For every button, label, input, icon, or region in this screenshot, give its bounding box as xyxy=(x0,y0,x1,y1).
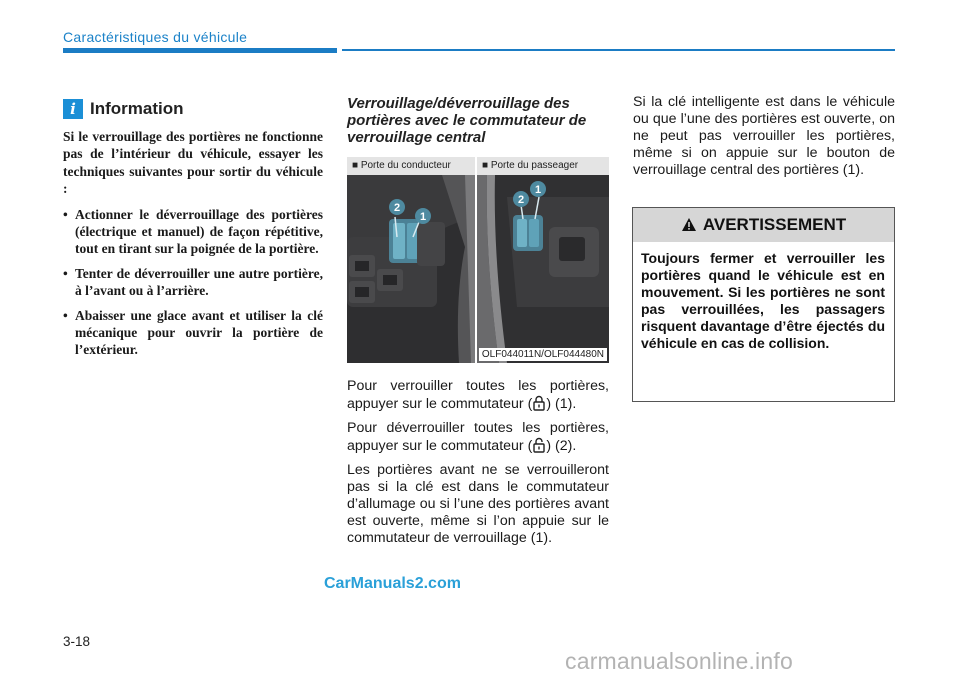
unlock-icon xyxy=(532,437,546,453)
marker-1-label: 1 xyxy=(419,211,427,223)
passenger-door-illustration xyxy=(477,157,609,363)
section-title: Caractéristiques du véhicule xyxy=(63,29,248,45)
info-bullet: • Tenter de déverrouiller une autre portière, à l’avant ou à l’arrière. xyxy=(63,265,323,300)
info-intro: Si le verrouillage des portières ne fonctionne pas de l’intérieur du véhicule, essayer les techniques suivantes pour sortir du véhicule : xyxy=(63,129,323,197)
lock-instruction: Pour verrouiller toutes les portières, appuyer sur le commutateur ( ) (1). xyxy=(347,378,609,412)
photo-caption: OLF044011N/OLF044480N xyxy=(479,348,607,361)
driver-door-illustration xyxy=(347,157,475,363)
header-rule-thick xyxy=(63,48,337,53)
warning-triangle-icon xyxy=(681,217,697,232)
info-bullet: • Abaisser une glace avant et utiliser la clé mécanique pour ouvrir la portière de l’extérieur. xyxy=(63,307,323,359)
marker-1-label: 1 xyxy=(534,184,542,196)
info-bullet-list xyxy=(63,206,323,359)
driver-door-photo xyxy=(347,157,475,363)
central-lock-heading: Verrouillage/déverrouillage des portières avec le commutateur de verrouillage central xyxy=(347,95,587,146)
watermark-link[interactable]: CarManuals2.com xyxy=(324,575,461,592)
marker-2-label: 2 xyxy=(393,202,401,214)
passenger-door-photo xyxy=(477,157,609,363)
passenger-door-label: ■ Porte du passeager xyxy=(477,157,609,175)
marker-2-label: 2 xyxy=(517,194,525,206)
lock-icon xyxy=(532,395,546,411)
smart-key-note: Si la clé intelligente est dans le véhicule ou que l’une des portières est ouverte, on ne peut pas verrouiller les portières, même si on appuie sur le bouton de verrouillage central des portières (1). xyxy=(633,94,895,178)
header-rule-thin xyxy=(342,49,895,51)
footer-watermark: carmanualsonline.info xyxy=(565,648,793,674)
info-icon: i xyxy=(63,99,83,119)
lock-note: Les portières avant ne se verrouilleront pas si la clé est dans le commutateur d’allumage ou si l’une des portières avant est ouverte, même si l’on appuie sur le commutateur de verrouillage (1). xyxy=(347,462,609,546)
unlock-instruction: Pour déverrouiller toutes les portières, appuyer sur le commutateur ( ) (2). xyxy=(347,420,609,454)
page-number: 3-18 xyxy=(63,634,91,649)
info-heading: Information xyxy=(90,99,184,118)
warning-text: Toujours fermer et verrouiller les portières quand le véhicule est en mouvement. Si les portières ne sont pas verrouillées, les passagers risquent davantage d’être éjectés du véhicule en cas de collision. xyxy=(641,250,885,351)
warning-header xyxy=(633,208,894,242)
central-lock-body xyxy=(347,378,609,554)
warning-title: AVERTISSEMENT xyxy=(702,215,847,234)
warning-box xyxy=(632,207,895,402)
info-text-block xyxy=(63,128,323,366)
driver-door-label: ■ Porte du conducteur xyxy=(347,157,475,175)
info-bullet: • Actionner le déverrouillage des portières (électrique et manuel) de façon répétitive, tout en tirant sur la poignée de la portière. xyxy=(63,206,323,258)
